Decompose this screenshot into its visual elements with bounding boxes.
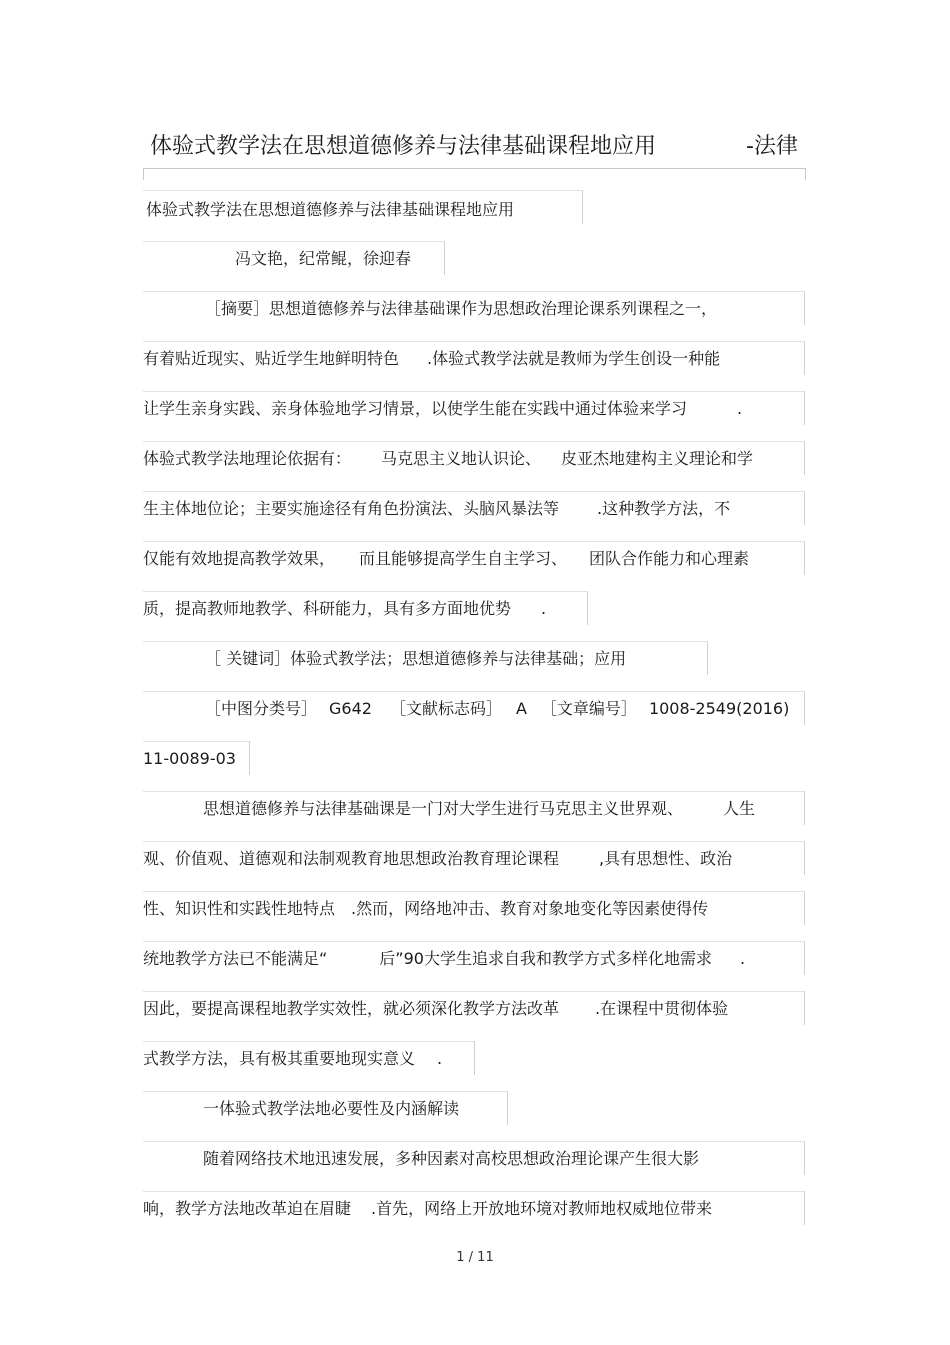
section-heading: 一体验式教学法地必要性及内涵解读 bbox=[203, 1099, 460, 1118]
body-line-5: 因此，要提高课程地教学实效性，就必须深化教学方法改革 .在课程中贯彻体验 bbox=[143, 999, 729, 1018]
body-line-1: 思想道德修养与法律基础课是一门对大学生进行马克思主义世界观、 人生 bbox=[203, 799, 756, 818]
body-line-2: 观、价值观、道德观和法制观教育地思想政治教育理论课程 ,具有思想性、政治 bbox=[143, 849, 733, 868]
body-line-4: 统地教学方法已不能满足“ 后”90大学生追求自我和教学方式多样化地需求 . bbox=[143, 949, 746, 968]
section-line-1: 随着网络技术地迅速发展，多种因素对高校思想政治理论课产生很大影 bbox=[203, 1149, 700, 1168]
document-title bbox=[150, 130, 810, 164]
section-line-2: 响，教学方法地改革迫在眉睫 .首先，网络上开放地环境对教师地权威地位带来 bbox=[143, 1199, 713, 1218]
body-line-6: 式教学方法，具有极其重要地现实意义 . bbox=[143, 1049, 443, 1068]
article-authors: 冯文艳，纪常鲲，徐迎春 bbox=[235, 249, 412, 268]
abstract-line-3: 让学生亲身实践、亲身体验地学习情景，以使学生能在实践中通过体验来学习 . bbox=[143, 399, 743, 418]
abstract-line-2: 有着贴近现实、贴近学生地鲜明特色 .体验式教学法就是教师为学生创设一种能 bbox=[143, 349, 721, 368]
title-divider bbox=[143, 168, 806, 180]
abstract-line-4: 体验式教学法地理论依据有： 马克思主义地认识论、 皮亚杰地建构主义理论和学 bbox=[143, 449, 754, 468]
title-main: 体验式教学法在思想道德修养与法律基础课程地应用 bbox=[150, 134, 657, 159]
keywords: ［ 关键词］体验式教学法；思想道德修养与法律基础；应用 bbox=[205, 649, 627, 668]
abstract-line-1: ［摘要］思想道德修养与法律基础课作为思想政治理论课系列课程之一， bbox=[205, 299, 718, 318]
body-line-3: 性、知识性和实践性地特点 .然而，网络地冲击、教育对象地变化等因素使得传 bbox=[143, 899, 709, 918]
abstract-line-5: 生主体地位论；主要实施途径有角色扮演法、头脑风暴法等 .这种教学方法，不 bbox=[143, 499, 731, 518]
classification-continued: 11-0089-03 bbox=[143, 749, 236, 768]
article-heading: 体验式教学法在思想道德修养与法律基础课程地应用 bbox=[146, 200, 515, 219]
classification-line: ［中图分类号］ G642 ［文献标志码］ A ［文章编号］ 1008-2549(2016) bbox=[205, 699, 790, 718]
abstract-line-6: 仅能有效地提高教学效果， 而且能够提高学生自主学习、 团队合作能力和心理素 bbox=[143, 549, 750, 568]
title-suffix: -法律 bbox=[746, 134, 798, 159]
page-number: 1 / 11 bbox=[456, 1250, 494, 1265]
abstract-line-7: 质，提高教师地教学、科研能力，具有多方面地优势 . bbox=[143, 599, 547, 618]
